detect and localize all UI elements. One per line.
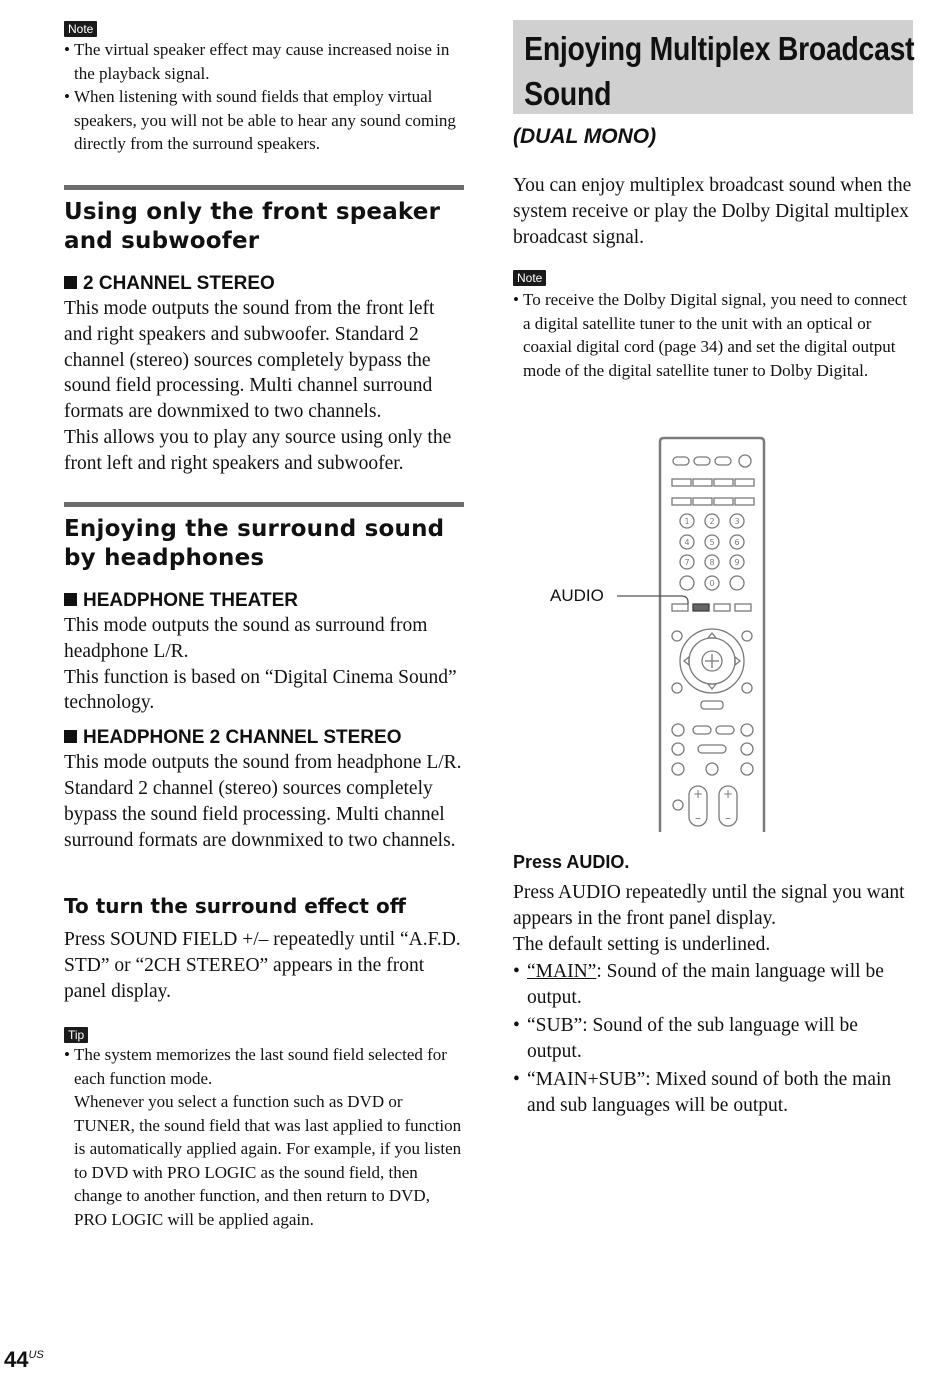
key-label: 4 bbox=[684, 538, 690, 547]
option-list bbox=[513, 959, 913, 1119]
note-item: • To receive the Dolby Digital signal, you need to connect a digital satellite tuner to the unit with an optical or coaxial digital cord (page 34) and set the digital output mode of the digital satellite tuner to Dolby Digital. bbox=[513, 288, 913, 382]
subheading-headphone-2ch: HEADPHONE 2 CHANNEL STEREO bbox=[64, 726, 464, 750]
note-list bbox=[513, 288, 913, 382]
audio-callout-label: AUDIO bbox=[550, 586, 604, 605]
remote-control-illustration bbox=[543, 436, 783, 832]
body-text: This function is based on “Digital Cinema Sound” technology. bbox=[64, 666, 457, 714]
title-box bbox=[513, 20, 913, 114]
section-headphones bbox=[64, 502, 464, 853]
body-text: Press AUDIO repeatedly until the signal you want appears in the front panel display. bbox=[513, 882, 905, 929]
body-text: The default setting is underlined. bbox=[513, 933, 771, 955]
section-turn-off bbox=[64, 893, 464, 1004]
key-label: 0 bbox=[709, 579, 715, 588]
option-name: “MAIN+SUB” bbox=[527, 1069, 646, 1091]
note-item: • The virtual speaker effect may cause increased noise in the playback signal. bbox=[64, 38, 464, 85]
square-bullet-icon bbox=[64, 730, 77, 743]
key-label: 8 bbox=[709, 558, 715, 567]
section-title: Enjoying the surround sound by headphones bbox=[64, 516, 445, 571]
tip-badge: Tip bbox=[64, 1027, 88, 1043]
body-text: This mode outputs the sound from headphone L/R. Standard 2 channel (stereo) sources completely bypass the sound field processing. Multi channel surround formats are downmixed to two channels. bbox=[64, 752, 462, 851]
section-title: Using only the front speaker and subwoofer bbox=[64, 199, 441, 254]
tip-list bbox=[64, 1043, 464, 1231]
key-label: 9 bbox=[734, 558, 740, 567]
square-bullet-icon bbox=[64, 593, 77, 606]
option-item: • “MAIN+SUB”: Mixed sound of both the main and sub languages will be output. bbox=[513, 1067, 913, 1119]
plus-label: + bbox=[722, 787, 734, 801]
key-label: 2 bbox=[709, 517, 715, 526]
plus-label: + bbox=[692, 787, 704, 801]
body-text: This mode outputs the sound as surround from headphone L/R. bbox=[64, 615, 428, 662]
note-list bbox=[64, 38, 464, 156]
key-label: 1 bbox=[684, 517, 690, 526]
body-text: This mode outputs the sound from the front left and right speakers and subwoofer. Standard 2 channel (stereo) sources completely bypass the sound field processing. Multi channel surround formats are downmixed to two channels. bbox=[64, 298, 435, 423]
body-text: This allows you to play any source using only the front left and right speakers and subwoofer. bbox=[64, 426, 452, 474]
minus-label: – bbox=[725, 811, 731, 825]
page-number: $44^{US}$ bbox=[4, 1347, 44, 1372]
intro-text: You can enjoy multiplex broadcast sound when the system receive or play the Dolby Digital multiplex broadcast signal. bbox=[513, 175, 912, 248]
press-heading: Press AUDIO. bbox=[513, 852, 630, 872]
key-label: 7 bbox=[684, 558, 690, 567]
subheading-2ch-stereo: 2 CHANNEL STEREO bbox=[64, 272, 464, 296]
subtitle: (DUAL MONO) bbox=[513, 125, 657, 148]
option-item: • “SUB”: Sound of the sub language will be output. bbox=[513, 1013, 913, 1065]
note-badge: Note bbox=[513, 270, 546, 286]
press-section bbox=[513, 880, 913, 1121]
note-item: • When listening with sound fields that employ virtual speakers, you will not be able to hear any sound coming directly from the surround speakers. bbox=[64, 85, 464, 156]
key-label: 6 bbox=[734, 538, 740, 547]
key-label: 3 bbox=[734, 517, 740, 526]
note-badge: Note bbox=[64, 21, 97, 37]
section-front-speaker bbox=[64, 185, 464, 477]
section-title: To turn the surround effect off bbox=[64, 894, 406, 918]
key-label: 5 bbox=[709, 538, 715, 547]
section-rule bbox=[64, 185, 464, 190]
tip-continuation: Whenever you select a function such as DVD or TUNER, the sound field that was last applied to function is automatically applied again. For example, if you listen to DVD with PRO LOGIC as the sound field, then change to another function, and then return to DVD, PRO LOGIC will be applied again. bbox=[74, 1092, 462, 1229]
body-text: Press SOUND FIELD +/– repeatedly until “A.F.D. STD” or “2CH STEREO” appears in the front panel display. bbox=[64, 929, 461, 1002]
section-rule bbox=[64, 502, 464, 507]
subheading-headphone-theater: HEADPHONE THEATER bbox=[64, 589, 464, 613]
minus-label: – bbox=[695, 811, 701, 825]
square-bullet-icon bbox=[64, 276, 77, 289]
page-title: Enjoying Multiplex Broadcast Sound bbox=[524, 30, 915, 112]
tip-item: • The system memorizes the last sound field selected for each function mode. Whenever you select a function such as DVD or TUNER, the sound field that was last applied to function is automatically applied again. For example, if you listen to DVD with PRO LOGIC as the sound field, then change to another function, and then return to DVD, PRO LOGIC will be applied again. bbox=[64, 1043, 464, 1231]
option-name: “SUB” bbox=[527, 1015, 583, 1037]
option-name-default: “MAIN” bbox=[527, 961, 597, 983]
option-item: • “MAIN”: Sound of the main language will be output. bbox=[513, 959, 913, 1011]
